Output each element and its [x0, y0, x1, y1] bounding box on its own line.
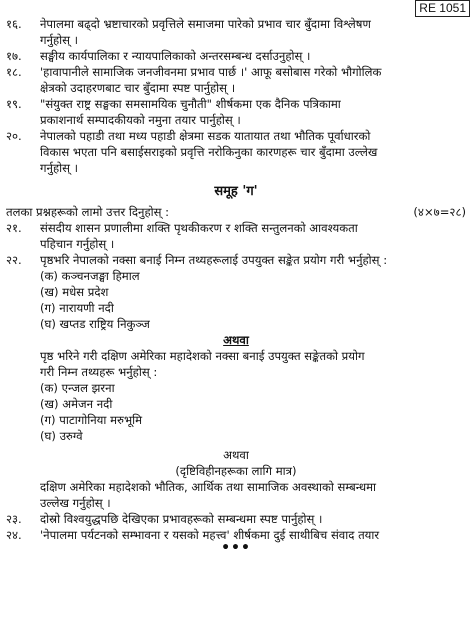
q22-item-list [6, 268, 466, 332]
or1-item-list [6, 380, 466, 444]
question-line: गर्नुहोस् । [40, 33, 79, 47]
question-text: 'नेपालमा पर्यटनको सम्भावना र यसको महत्त्व' शीर्षकमा दुई साथीबिच संवाद तयार [40, 528, 380, 542]
question-line: विकास भएता पनि बसाईसराइको प्रवृत्ति नरोकिनुका कारणहरू चार बुँदामा उल्लेख [40, 145, 378, 159]
question-text [40, 220, 466, 252]
question-text: पृष्ठभरि नेपालको नक्सा बनाई निम्न तथ्यहरूलाई उपयुक्त सङ्केत प्रयोग गरी भर्नुहोस् : [40, 253, 388, 267]
or1-text [6, 348, 466, 380]
instruction-row [6, 204, 466, 220]
question-item [6, 48, 466, 64]
text-line: गरी निम्न तथ्यहरू भर्नुहोस् : [40, 365, 158, 379]
list-item: (घ) उरुग्वे [40, 429, 83, 443]
question-text: दोस्रो विश्वयुद्धपछि देखिएका प्रभावहरूको सम्बन्धमा स्पष्ट पार्नुहोस् । [40, 512, 323, 526]
question-text [40, 48, 466, 64]
list-item: (क) कञ्चनजङ्घा हिमाल [40, 269, 140, 283]
question-23 [6, 511, 466, 527]
question-line: नेपालमा बढ्दो भ्रष्टाचारको प्रवृत्तिले समाजमा पारेको प्रभाव चार बुँदामा विश्लेषण [40, 17, 371, 31]
question-line: सङ्घीय कार्यपालिका र न्यायपालिकाको अन्तरसम्बन्ध दर्साउनुहोस् । [40, 49, 311, 63]
question-21 [6, 220, 466, 252]
question-text [40, 128, 466, 176]
question-line: "संयुक्त राष्ट्र सङ्घका समसामयिक चुनौती" शीर्षकमा एक दैनिक पत्रिकामा [40, 97, 341, 111]
list-item: (घ) खप्तड राष्ट्रिय निकुञ्ज [40, 317, 150, 331]
question-number: १८. [6, 65, 22, 79]
question-number: २०. [6, 129, 22, 143]
list-item: (ग) पाटागोनिया मरुभूमि [40, 413, 143, 427]
question-item [6, 16, 466, 48]
or-heading: अथवा [223, 333, 249, 347]
question-list-a [6, 16, 466, 176]
question-line: क्षेत्रको उदाहरणबाट चार बुँदामा स्पष्ट पार्नुहोस् । [40, 81, 236, 95]
question-item [6, 96, 466, 128]
or-subheading: (दृष्टिविहीनहरूका लागि मात्र) [175, 464, 297, 478]
question-number: २२. [6, 253, 22, 267]
list-item: (क) एन्जल झरना [40, 381, 115, 395]
question-22 [6, 252, 466, 268]
list-item: (ग) नारायणी नदी [40, 301, 114, 315]
question-number: २४. [6, 528, 22, 542]
question-text [40, 96, 466, 128]
question-number: १९. [6, 97, 22, 111]
text-line: उल्लेख गर्नुहोस् । [40, 496, 111, 510]
question-text [40, 16, 466, 48]
instruction-text: तलका प्रश्नहरूको लामो उत्तर दिनुहोस् : [6, 205, 170, 219]
question-item [6, 64, 466, 96]
question-line: प्रकाशनार्थ सम्पादकीयको नमुना तयार पार्नुहोस् । [40, 113, 241, 127]
question-number: २३. [6, 512, 22, 526]
or-heading-2: अथवा [223, 448, 249, 462]
marks-text: (४×७=२८) [413, 205, 466, 219]
question-line: गर्नुहोस् । [40, 161, 79, 175]
section-heading: समूह 'ग' [214, 184, 258, 199]
end-mark: ••• [221, 540, 251, 556]
question-number: २१. [6, 221, 22, 235]
list-item: (ख) मधेस प्रदेश [40, 285, 109, 299]
question-line: संसदीय शासन प्रणालीमा शक्ति पृथकीकरण र शक्ति सन्तुलनको आवश्यकता [40, 221, 358, 235]
question-line: 'हावापानीले सामाजिक जनजीवनमा प्रभाव पार्छ ।' आफू बसोबास गरेको भौगोलिक [40, 65, 382, 79]
question-text [40, 64, 466, 96]
question-line: पहिचान गर्नुहोस् । [40, 237, 115, 251]
question-number: १७. [6, 49, 22, 63]
page-content [6, 16, 466, 556]
text-line: दक्षिण अमेरिका महादेशको भौतिक, आर्थिक तथा सामाजिक अवस्थाको सम्बन्धमा [40, 480, 377, 494]
text-line: पृष्ठ भरिने गरी दक्षिण अमेरिका महादेशको नक्सा बनाई उपयुक्त सङ्केतको प्रयोग [40, 349, 365, 363]
question-item [6, 128, 466, 176]
or2-text [6, 479, 466, 511]
question-number: १६. [6, 17, 22, 31]
paper-code: RE 1051 [415, 0, 470, 17]
list-item: (ख) अमेजन नदी [40, 397, 113, 411]
question-line: नेपालको पहाडी तथा मध्य पहाडी क्षेत्रमा सडक यातायात तथा भौतिक पूर्वाधारको [40, 129, 371, 143]
